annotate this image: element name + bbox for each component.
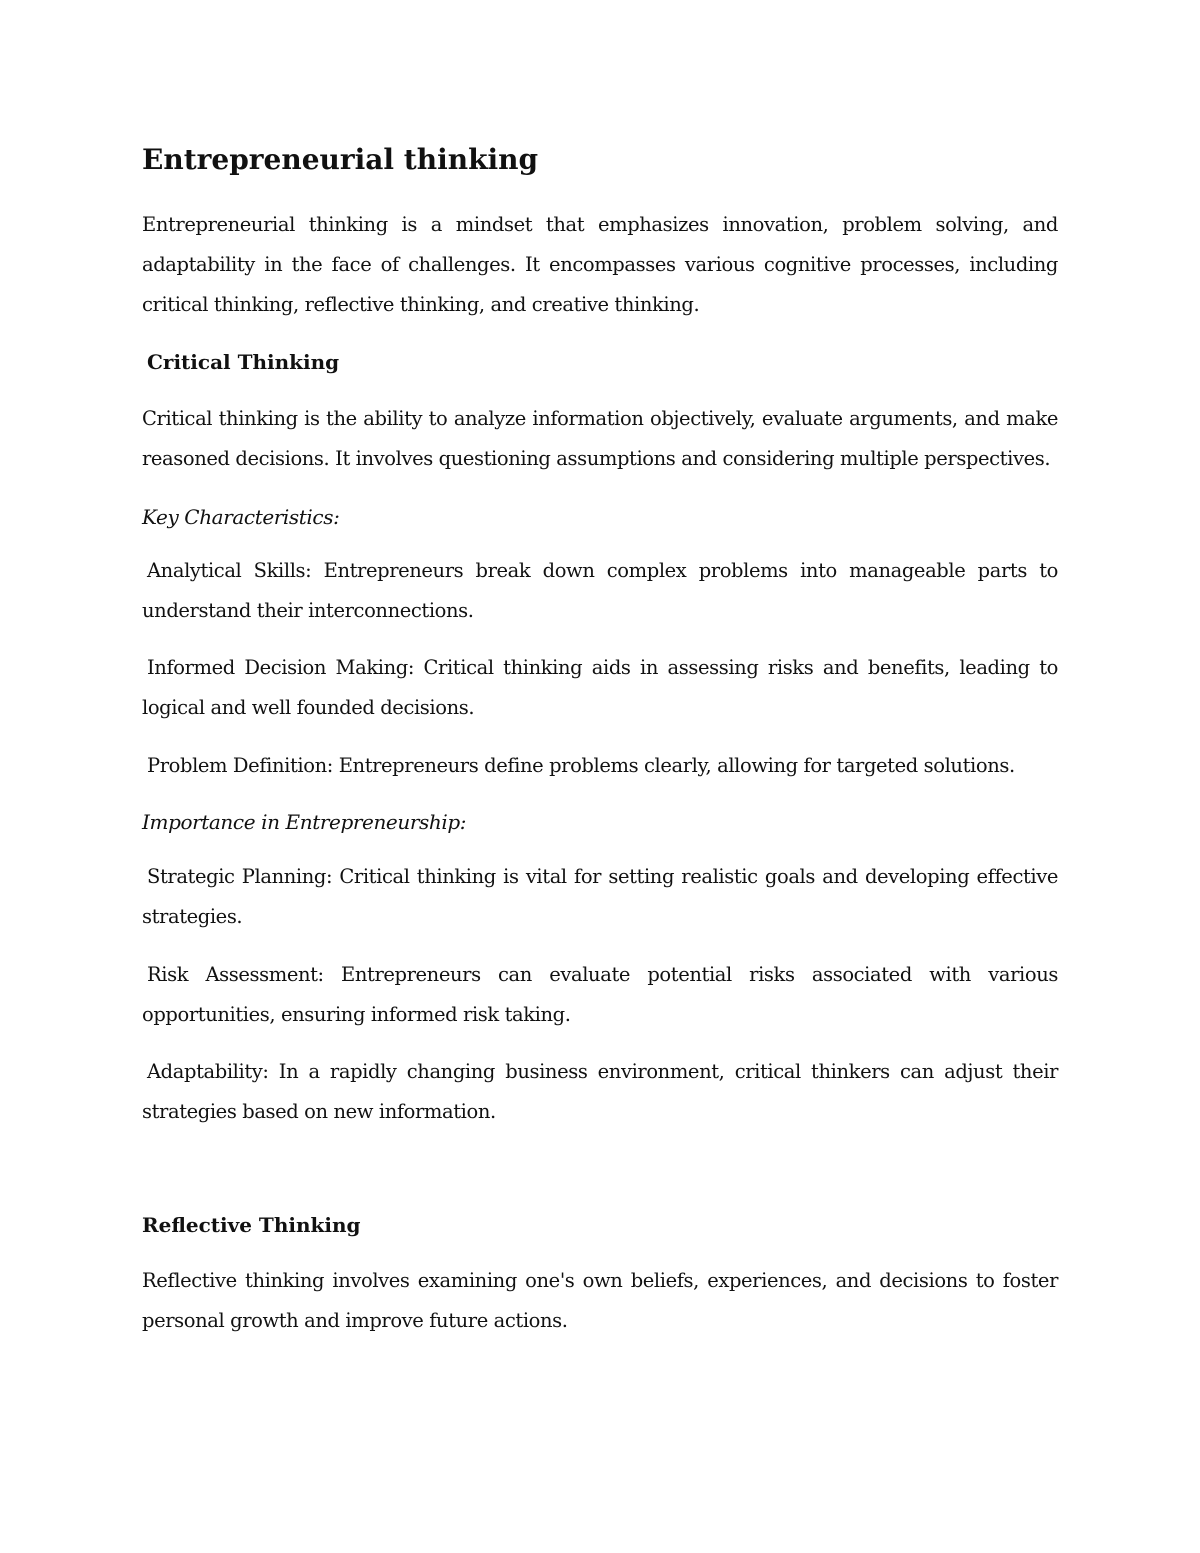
- section-heading-critical-thinking: Critical Thinking: [147, 350, 340, 374]
- document-title: Entrepreneurial thinking: [142, 143, 539, 176]
- critical-thinking-definition: Critical thinking is the ability to analyze information objectively, evaluate arguments, and make reasoned decisions. It involves questioning assumptions and considering multiple perspectives.: [142, 407, 1058, 470]
- key-characteristics-label: Key Characteristics:: [142, 505, 340, 529]
- list-item: Informed Decision Making: Critical thinking aids in assessing risks and benefits, leading to logical and well founded decisions.: [142, 656, 1058, 719]
- list-item: Problem Definition: Entrepreneurs define problems clearly, allowing for targeted solutions.: [147, 754, 1015, 777]
- section-heading-reflective-thinking: Reflective Thinking: [142, 1213, 361, 1237]
- list-item: Adaptability: In a rapidly changing business environment, critical thinkers can adjust their strategies based on new information.: [142, 1060, 1058, 1123]
- list-item: Strategic Planning: Critical thinking is vital for setting realistic goals and developing effective strategies.: [142, 865, 1058, 928]
- reflective-thinking-definition: Reflective thinking involves examining one's own beliefs, experiences, and decisions to foster personal growth and improve future actions.: [142, 1269, 1058, 1332]
- list-item: Analytical Skills: Entrepreneurs break down complex problems into manageable parts to understand their interconnections.: [142, 559, 1058, 622]
- list-item: Risk Assessment: Entrepreneurs can evaluate potential risks associated with various opportunities, ensuring informed risk taking.: [142, 963, 1058, 1026]
- importance-label: Importance in Entrepreneurship:: [142, 810, 467, 834]
- intro-paragraph: Entrepreneurial thinking is a mindset that emphasizes innovation, problem solving, and adaptability in the face of challenges. It encompasses various cognitive processes, including critical thinking, reflective thinking, and creative thinking.: [142, 213, 1058, 316]
